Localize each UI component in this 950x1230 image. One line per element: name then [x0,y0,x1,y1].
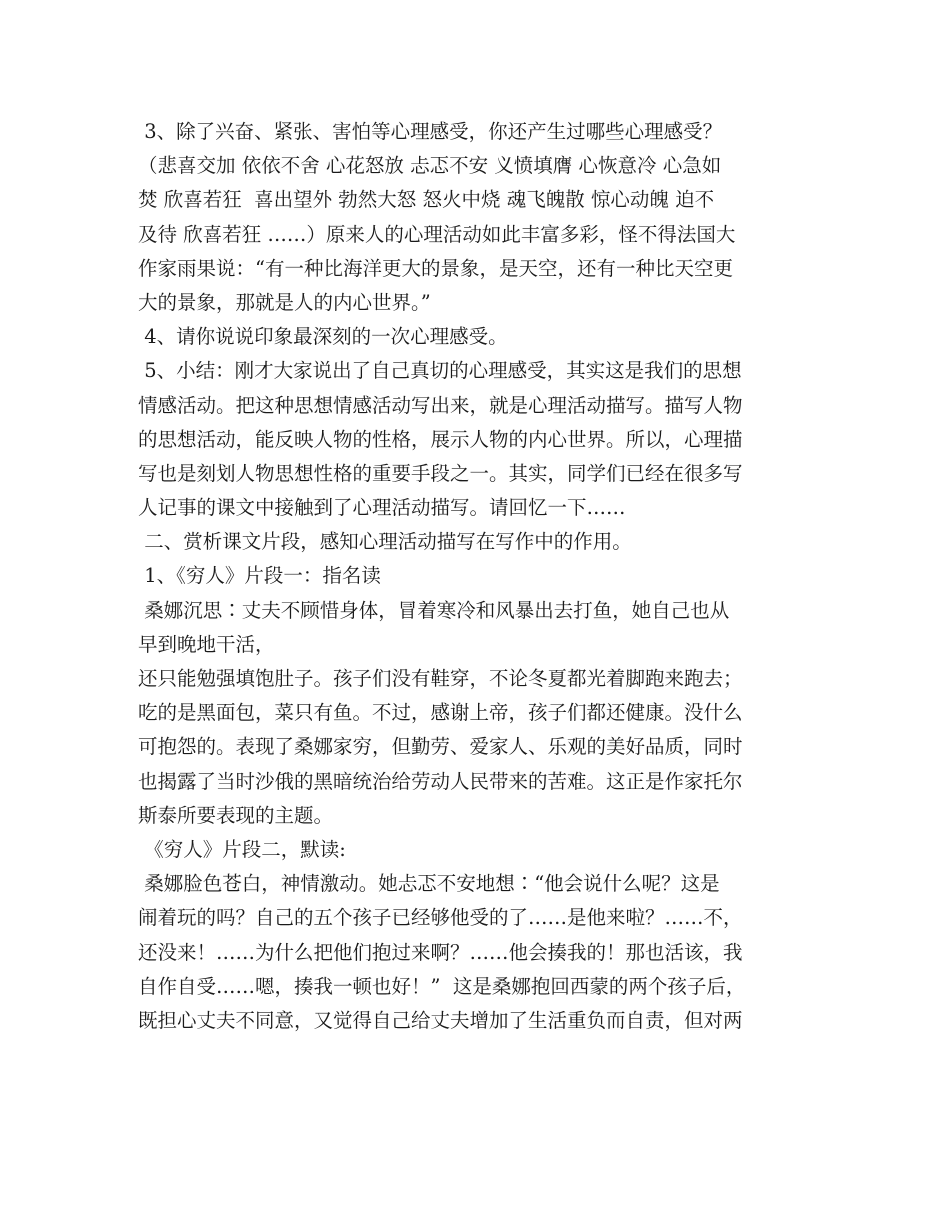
text-line: 斯泰所要表现的主题。 [138,803,334,827]
text-line: 及待 欣喜若狂 ……）原来人的心理活动如此丰富多彩，怪不得法国大 [138,222,736,246]
text-line: 大的景象，那就是人的内心世界。” [138,290,431,314]
text-line: 的思想活动，能反映人物的性格，展示人物的内心世界。所以，心理描 [138,427,743,451]
text-line: 1、《穷人》片段一：指名读 [138,564,381,588]
text-line: 吃的是黑面包，菜只有鱼。不过，感谢上帝，孩子们都还健康。没什么 [138,701,743,725]
text-line: 二、赏析课文片段，感知心理活动描写在写作中的作用。 [138,530,632,554]
text-line: 闹着玩的吗？自己的五个孩子已经够他受的了……是他来啦？……不， [138,906,743,930]
text-line: 《穷人》片段二，默读: [138,837,346,861]
text-line: 还没来！……为什么把他们抱过来啊？……他会揍我的！那也活该，我 [138,940,743,964]
text-line: 还只能勉强填饱肚子。孩子们没有鞋穿，不论冬夏都光着脚跑来跑去； [138,667,743,690]
text-line: 情感活动。把这种思想情感活动写出来，就是心理活动描写。描写人物 [138,393,743,417]
text-line: 4、请你说说印象最深刻的一次心理感受。 [138,325,508,349]
text-line: 桑娜脸色苍白，神情激动。她忐忑不安地想∶“他会说什么呢？这是 [138,872,720,896]
text-line: 写也是刻划人物思想性格的重要手段之一。其实，同学们已经在很多写 [138,461,743,485]
text-line: 人记事的课文中接触到了心理活动描写。请回忆一下…… [138,496,626,520]
text-line: 焚 欣喜若狂 喜出望外 勃然大怒 怒火中烧 魂飞魄散 惊心动魄 迫不 [138,188,715,212]
text-line: 5、小结：刚才大家说出了自己真切的心理感受，其实这是我们的思想 [138,359,742,383]
text-line: 自作自受……嗯，揍我一顿也好！” 这是桑娜抱回西蒙的两个孩子后， [138,974,746,998]
text-line: 也揭露了当时沙俄的黑暗统治给劳动人民带来的苦难。这正是作家托尔 [138,769,743,793]
text-line: 作家雨果说：“有一种比海洋更大的景象，是天空，还有一种比天空更 [138,256,733,280]
body-text [138,115,818,1038]
text-line: 早到晚地干活， [138,632,275,656]
text-line: 既担心丈夫不同意，又觉得自己给丈夫增加了生活重负而自责，但对两 [138,1008,743,1032]
text-line: 桑娜沉思∶丈夫不顾惜身体，冒着寒冷和风暴出去打鱼，她自己也从 [138,598,730,622]
text-line: 3、除了兴奋、紧张、害怕等心理感受，你还产生过哪些心理感受？ [138,120,723,143]
text-line: （悲喜交加 依依不舍 心花怒放 忐忑不安 义愤填膺 心恢意冷 心急如 [138,154,722,178]
text-line: 可抱怨的。表现了桑娜家穷，但勤劳、爱家人、乐观的美好品质，同时 [138,735,743,759]
